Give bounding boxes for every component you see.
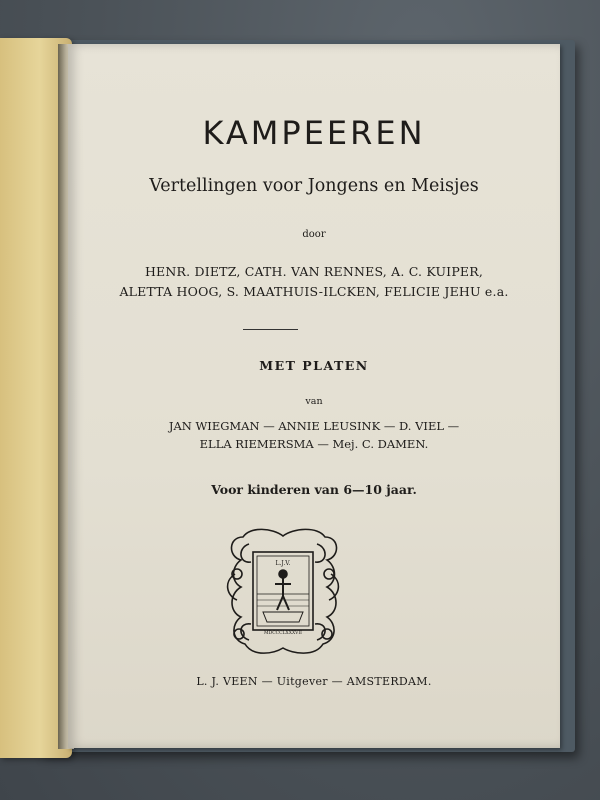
- emblem-text-bottom: MDCCCLXXXVII: [264, 631, 302, 636]
- authors-line-2: ALETTA HOOG, S. MAATHUIS-ILCKEN, FELICIE JEHU e.a.: [119, 284, 509, 299]
- book-subtitle: Vertellingen voor Jongens en Meisjes: [149, 176, 479, 196]
- by-label: door: [302, 229, 326, 240]
- book-title: KAMPEEREN: [202, 114, 426, 152]
- title-page: [68, 44, 560, 748]
- plates-by-label: van: [305, 396, 323, 407]
- emblem-text-top: L.J.V.: [275, 560, 291, 567]
- authors-line-1: HENR. DIETZ, CATH. VAN RENNES, A. C. KUIPER,: [144, 264, 484, 279]
- publisher-line: L. J. VEEN — Uitgever — AMSTERDAM.: [196, 675, 432, 688]
- age-note: Voor kinderen van 6—10 jaar.: [211, 482, 417, 497]
- plates-heading: MET PLATEN: [259, 358, 369, 373]
- divider-rule: [243, 329, 298, 330]
- publisher-emblem-icon: [223, 522, 343, 662]
- illustrators-line-1: JAN WIEGMAN — ANNIE LEUSINK — D. VIEL —: [168, 419, 460, 433]
- illustrators-line-2: ELLA RIEMERSMA — Mej. C. DAMEN.: [199, 437, 429, 451]
